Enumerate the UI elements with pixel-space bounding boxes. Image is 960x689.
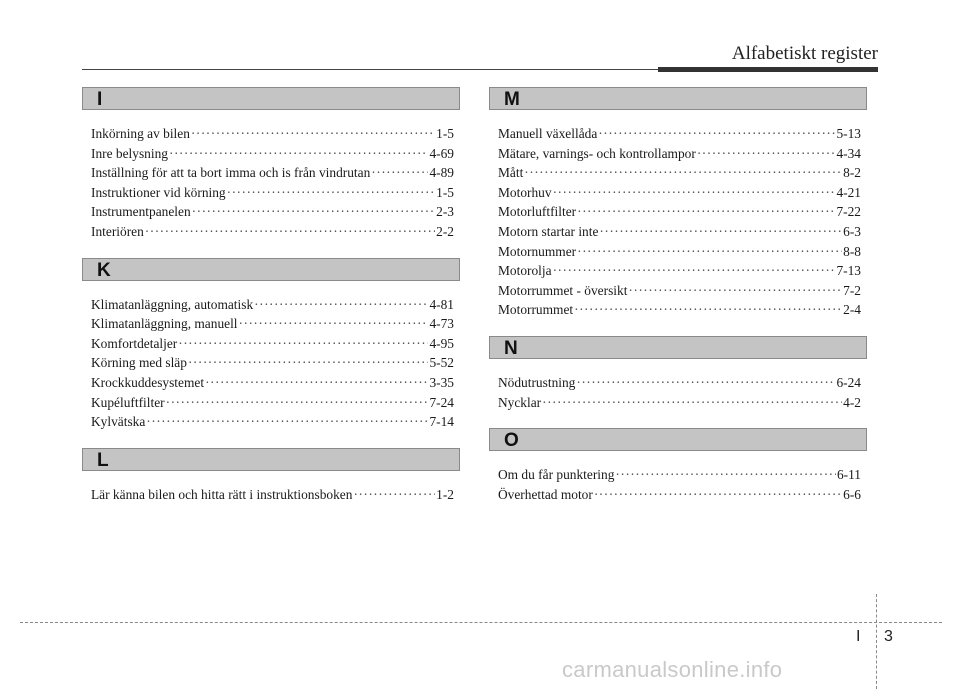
section-letter: M	[504, 89, 520, 110]
section-header-bar	[82, 448, 460, 471]
dot-leader	[577, 242, 842, 262]
index-entry[interactable]	[498, 144, 861, 164]
dot-leader	[598, 124, 835, 144]
index-entry-page: 5-52	[429, 355, 454, 371]
index-entry-term: Om du får punktering	[498, 467, 615, 483]
index-section	[82, 448, 460, 505]
header-rule-thick	[658, 67, 878, 72]
index-entry-term: Motornummer	[498, 243, 577, 259]
dot-leader	[577, 202, 835, 222]
page-header-title: Alfabetiskt register	[731, 43, 878, 64]
index-entry-page: 4-73	[429, 316, 454, 332]
section-letter: O	[504, 430, 519, 452]
index-entry[interactable]	[498, 281, 861, 301]
index-entry[interactable]	[91, 485, 454, 505]
index-entry[interactable]	[498, 393, 861, 413]
dot-leader	[524, 163, 842, 183]
index-entry[interactable]	[498, 163, 861, 183]
dot-leader	[553, 183, 836, 203]
index-entry[interactable]	[498, 261, 861, 281]
index-entry[interactable]	[498, 222, 861, 242]
dot-leader	[628, 281, 842, 301]
footer-section-label: I	[856, 628, 861, 645]
index-entry[interactable]	[91, 163, 454, 183]
index-entry[interactable]	[498, 124, 861, 144]
dot-leader	[146, 412, 428, 432]
dot-leader	[574, 300, 842, 320]
index-entry-term: Klimatanläggning, automatisk	[91, 296, 254, 312]
index-entry-term: Lär känna bilen och hitta rätt i instruktionsboken	[91, 486, 353, 502]
index-entry-term: Inställning för att ta bort imma och is från vindrutan	[91, 165, 371, 181]
index-entry-term: Kylvätska	[91, 414, 146, 430]
index-entry[interactable]	[498, 202, 861, 222]
index-entry[interactable]	[91, 393, 454, 413]
index-entry[interactable]	[91, 373, 454, 393]
index-entry-page: 7-14	[429, 414, 454, 430]
index-entry-list	[91, 295, 454, 432]
index-entry-term: Mått	[498, 165, 524, 181]
index-entry[interactable]	[498, 373, 861, 393]
index-entry-term: Motorrummet - översikt	[498, 282, 628, 298]
dot-leader	[227, 183, 436, 203]
index-entry-list	[498, 124, 861, 320]
index-entry[interactable]	[91, 353, 454, 373]
dot-leader	[599, 222, 842, 242]
index-entry-term: Interiören	[91, 223, 144, 239]
index-entry-page: 6-24	[836, 374, 861, 390]
index-entry[interactable]	[498, 183, 861, 203]
dot-leader	[254, 295, 428, 315]
index-entry-list	[91, 485, 454, 505]
dot-leader	[169, 144, 428, 164]
index-entry-term: Överhettad motor	[498, 486, 593, 502]
footer-rule	[20, 622, 942, 623]
index-entry-term: Motorluftfilter	[498, 204, 577, 220]
index-entry-list	[498, 373, 861, 412]
index-entry-page: 7-2	[843, 282, 861, 298]
dot-leader	[178, 334, 428, 354]
index-entry-term: Motorhuv	[498, 184, 552, 200]
index-entry-page: 4-95	[429, 335, 454, 351]
index-section	[489, 87, 867, 320]
index-entry-page: 4-81	[429, 296, 454, 312]
index-entry-page: 5-13	[836, 126, 861, 141]
index-section	[82, 87, 460, 242]
index-entry-page: 6-3	[843, 223, 861, 239]
index-entry-term: Nycklar	[498, 394, 542, 410]
index-entry-page: 7-24	[429, 394, 454, 410]
index-entry-term: Instruktioner vid körning	[91, 184, 226, 200]
index-section	[489, 428, 867, 504]
index-entry-term: Motorrummet	[498, 302, 574, 318]
section-letter: L	[97, 449, 109, 471]
index-entry-term: Klimatanläggning, manuell	[91, 316, 238, 332]
index-entry-page: 2-4	[843, 302, 861, 318]
index-entry-page: 1-2	[436, 486, 454, 502]
index-entry-page: 6-11	[836, 467, 861, 483]
index-entry-term: Instrumentpanelen	[91, 204, 191, 220]
section-header-bar	[489, 428, 867, 451]
section-letter: N	[504, 337, 518, 359]
section-header-bar	[82, 87, 460, 110]
index-column-right	[489, 87, 867, 520]
footer-page-number: 3	[884, 628, 893, 645]
index-entry-term: Körning med släp	[91, 355, 187, 371]
index-entry-page: 8-2	[843, 165, 861, 181]
footer-divider	[876, 594, 877, 689]
index-entry[interactable]	[498, 485, 861, 505]
index-entry-page: 2-3	[436, 204, 454, 220]
dot-leader	[371, 163, 428, 183]
index-entry-page: 4-69	[429, 145, 454, 161]
index-entry-page: 1-5	[436, 184, 454, 200]
index-entry[interactable]	[91, 144, 454, 164]
dot-leader	[615, 465, 836, 485]
index-entry[interactable]	[498, 465, 861, 485]
index-entry-term: Inkörning av bilen	[91, 126, 190, 141]
index-entry-term: Motorolja	[498, 263, 552, 279]
index-entry-page: 8-8	[843, 243, 861, 259]
index-entry-list	[91, 124, 454, 242]
dot-leader	[205, 373, 428, 393]
dot-leader	[697, 144, 836, 164]
dot-leader	[576, 373, 835, 393]
index-entry-page: 4-34	[836, 145, 861, 161]
dot-leader	[145, 222, 435, 242]
dot-leader	[594, 485, 842, 505]
section-header-bar	[82, 258, 460, 281]
index-entry-page: 1-5	[436, 126, 454, 141]
index-entry[interactable]	[91, 412, 454, 432]
index-entry-page: 4-21	[836, 184, 861, 200]
index-column-left	[82, 87, 460, 520]
index-entry[interactable]	[91, 295, 454, 315]
index-entry-page: 7-13	[836, 263, 861, 279]
index-section	[82, 258, 460, 432]
index-entry-page: 4-2	[843, 394, 861, 410]
dot-leader	[353, 485, 435, 505]
index-entry-page: 4-89	[429, 165, 454, 181]
dot-leader	[239, 314, 429, 334]
index-entry-term: Komfortdetaljer	[91, 335, 178, 351]
index-entry-term: Manuell växellåda	[498, 126, 598, 141]
index-entry-list	[498, 465, 861, 504]
watermark-text: carmanualsonline.info	[562, 657, 783, 682]
dot-leader	[192, 202, 435, 222]
index-entry-page: 7-22	[836, 204, 861, 220]
dot-leader	[553, 261, 836, 281]
dot-leader	[188, 353, 429, 373]
index-entry-term: Motorn startar inte	[498, 223, 599, 239]
index-entry-page: 3-35	[429, 374, 454, 390]
index-entry[interactable]	[91, 124, 454, 144]
index-entry[interactable]	[91, 202, 454, 222]
index-entry-term: Mätare, varnings- och kontrollampor	[498, 145, 696, 161]
index-entry[interactable]	[91, 222, 454, 242]
index-entry-page: 2-2	[436, 223, 454, 239]
dot-leader	[191, 124, 435, 144]
index-entry[interactable]	[91, 183, 454, 203]
section-header-bar	[489, 87, 867, 110]
index-entry-term: Inre belysning	[91, 145, 168, 161]
index-section	[489, 336, 867, 412]
dot-leader	[166, 393, 429, 413]
index-entry-term: Kupéluftfilter	[91, 394, 165, 410]
index-entry-page: 6-6	[843, 486, 861, 502]
section-header-bar	[489, 336, 867, 359]
index-entry[interactable]	[91, 334, 454, 354]
index-entry-term: Krockkuddesystemet	[91, 374, 205, 390]
dot-leader	[542, 393, 842, 413]
index-entry[interactable]	[91, 314, 454, 334]
section-letter: K	[97, 259, 111, 281]
section-letter: I	[97, 89, 103, 110]
index-entry[interactable]	[498, 300, 861, 320]
index-entry-term: Nödutrustning	[498, 374, 576, 390]
index-entry[interactable]	[498, 242, 861, 262]
